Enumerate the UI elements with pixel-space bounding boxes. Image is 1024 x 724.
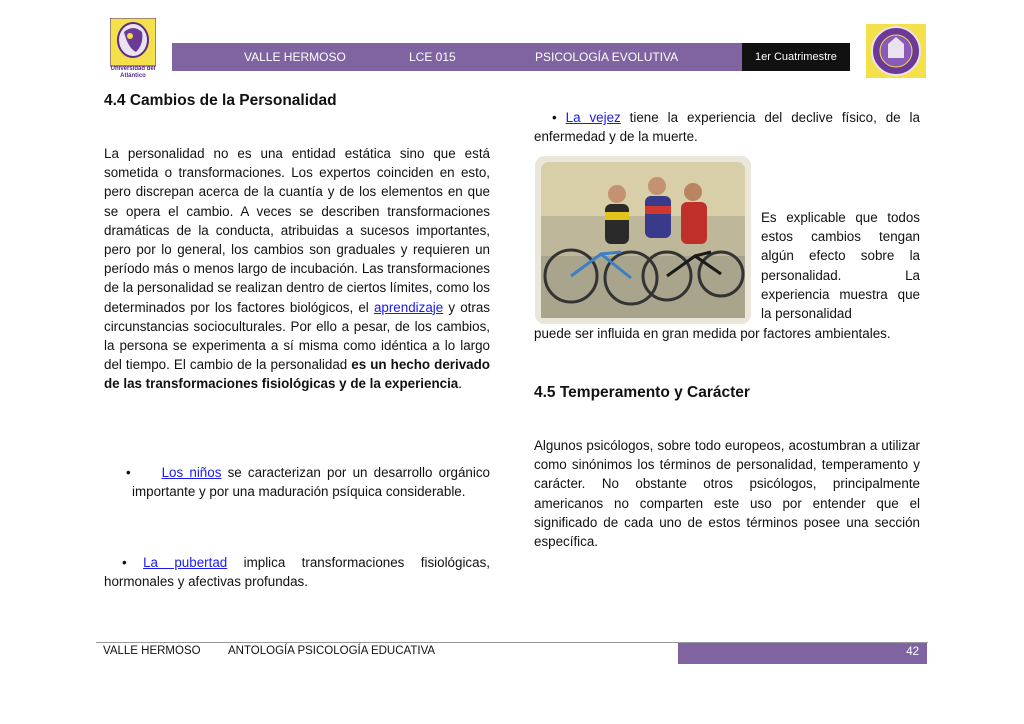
paragraph-temperament: Algunos psicólogos, sobre todo europeos, acostumbran a utilizar como sinónimos los términos de personalidad, temperamento y carácter. No obstante otros psicólogos, principalmente americanos no comparten este uso por entender que el significado de cada uno de estos términos posee una sección específica. — [534, 438, 920, 550]
continuation-text: puede ser influida en gran medida por factores ambientales. — [534, 326, 891, 341]
link-aprendizaje[interactable]: aprendizaje — [373, 299, 444, 315]
bullet-dot: • — [122, 555, 144, 570]
section-heading-4-5: 4.5 Temperamento y Carácter — [534, 384, 750, 401]
header-term-box — [742, 43, 850, 71]
footer-title: ANTOLOGÍA PSICOLOGÍA EDUCATIVA — [228, 645, 436, 657]
p1-text-end: . — [458, 376, 462, 392]
bullet-dot: • — [552, 110, 566, 125]
paragraph-personality-changes — [104, 144, 490, 394]
header-school: VALLE HERMOSO — [244, 50, 346, 64]
page-number: 42 — [906, 646, 919, 658]
bullet1-text: se caracterizan por un desarrollo orgánico importante y por una maduración psíquica considerable. — [132, 465, 490, 500]
link-la-pubertad[interactable]: La pubertad — [143, 555, 228, 570]
p1-text-mid: y otras circunstancias socioculturales. Por ello a pesar, de los cambios, la persona se experimenta a sí misma como idéntica a lo largo del tiempo. El cambio de la personalidad — [104, 299, 491, 373]
footer-page-bar — [678, 643, 927, 664]
bullet-la-vejez — [534, 108, 920, 146]
bullet2-text: implica transformaciones fisiológicas, hormonales y afectivas profundas. — [104, 555, 490, 590]
header-subject: PSICOLOGÍA EVOLUTIVA — [535, 50, 679, 64]
link-los-ninos[interactable]: Los niños — [161, 465, 222, 480]
p1-bold-text: es un hecho derivado de las transformaciones fisiológicas y de la experiencia — [104, 357, 490, 392]
header-term: 1er Cuatrimestre — [755, 51, 837, 63]
logo-left-text: Universidad del Atlántico — [110, 66, 156, 79]
bullet-dot: • — [126, 465, 162, 480]
bullet-los-ninos — [104, 463, 490, 501]
seal-logo-right — [866, 24, 926, 78]
bullet3-text: tiene la experiencia del declive físico, de la enfermedad y de la muerte. — [534, 110, 920, 145]
university-logo-left — [110, 18, 156, 80]
link-la-vejez[interactable]: La vejez — [565, 110, 621, 125]
footer-school: VALLE HERMOSO — [103, 645, 201, 657]
bullet-la-pubertad — [104, 553, 490, 591]
p1-text-before: La personalidad no es una entidad estática sino que está sometida o transformaciones. Los expertos coinciden en esto, pero discrepan acerca de la cuantía y de los elementos en que se opera el cambio. A veces se describen transformaciones dramáticas de la conducta, atribuidas a sucesos importantes, pero por lo general, los cambios son graduales y requieren un período más o menos largo de incubación. Las transformaciones de la personalidad se realizan dentro de ciertos límites, como los determinados por los factores biológicos, el — [104, 146, 490, 315]
wrap-text-beside-photo: Es explicable que todos estos cambios tengan algún efecto sobre la personalidad. La experiencia muestra que la personalidad — [761, 210, 920, 322]
cyclists-photo — [535, 156, 751, 324]
section-heading-4-4: 4.4 Cambios de la Personalidad — [104, 92, 337, 109]
header-bar — [172, 43, 742, 71]
header-code: LCE 015 — [409, 50, 456, 64]
